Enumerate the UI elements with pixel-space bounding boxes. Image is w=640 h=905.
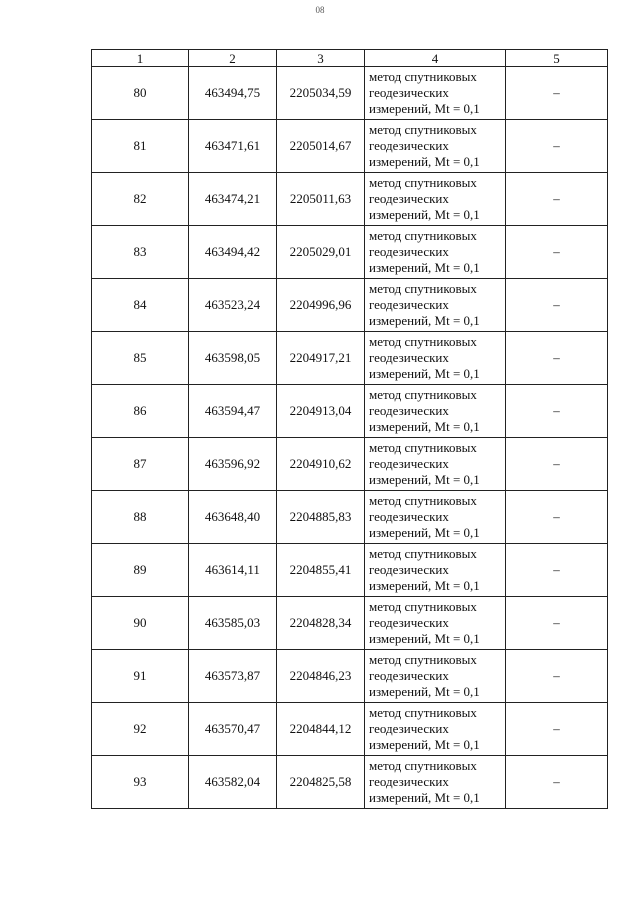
y-coordinate-cell: 2204844,12 bbox=[277, 703, 365, 756]
method-cell bbox=[365, 279, 506, 332]
method-text-line: геодезических bbox=[369, 191, 449, 206]
header-col-1: 1 bbox=[92, 50, 189, 67]
method-text-line: измерений, Mt = 0,1 bbox=[369, 366, 480, 381]
method-text-line: измерений, Mt = 0,1 bbox=[369, 472, 480, 487]
method-text-line: измерений, Mt = 0,1 bbox=[369, 631, 480, 646]
table-row bbox=[92, 226, 608, 279]
point-number-cell: 93 bbox=[92, 756, 189, 809]
method-cell bbox=[365, 385, 506, 438]
table-row bbox=[92, 756, 608, 809]
method-text-line: геодезических bbox=[369, 138, 449, 153]
method-cell bbox=[365, 226, 506, 279]
x-coordinate-cell: 463474,21 bbox=[189, 173, 277, 226]
point-number-cell: 83 bbox=[92, 226, 189, 279]
table-row bbox=[92, 703, 608, 756]
y-coordinate-cell: 2205029,01 bbox=[277, 226, 365, 279]
method-text-line: метод спутниковых bbox=[369, 281, 477, 296]
method-text-line: геодезических bbox=[369, 562, 449, 577]
y-coordinate-cell: 2204828,34 bbox=[277, 597, 365, 650]
point-number-cell: 92 bbox=[92, 703, 189, 756]
empty-value-cell: – bbox=[506, 544, 608, 597]
table-row bbox=[92, 650, 608, 703]
header-col-3: 3 bbox=[277, 50, 365, 67]
point-number-cell: 81 bbox=[92, 120, 189, 173]
table-row bbox=[92, 279, 608, 332]
method-text-line: измерений, Mt = 0,1 bbox=[369, 684, 480, 699]
y-coordinate-cell: 2204910,62 bbox=[277, 438, 365, 491]
y-coordinate-cell: 2204825,58 bbox=[277, 756, 365, 809]
page-number: 08 bbox=[315, 5, 325, 15]
method-text-line: измерений, Mt = 0,1 bbox=[369, 260, 480, 275]
method-text-line: измерений, Mt = 0,1 bbox=[369, 419, 480, 434]
table-row bbox=[92, 332, 608, 385]
empty-value-cell: – bbox=[506, 597, 608, 650]
method-text-line: метод спутниковых bbox=[369, 69, 477, 84]
x-coordinate-cell: 463598,05 bbox=[189, 332, 277, 385]
method-text-line: измерений, Mt = 0,1 bbox=[369, 207, 480, 222]
y-coordinate-cell: 2204885,83 bbox=[277, 491, 365, 544]
method-text-line: метод спутниковых bbox=[369, 758, 477, 773]
x-coordinate-cell: 463596,92 bbox=[189, 438, 277, 491]
table-row bbox=[92, 491, 608, 544]
method-text-line: метод спутниковых bbox=[369, 122, 477, 137]
method-text-line: метод спутниковых bbox=[369, 599, 477, 614]
method-text-line: геодезических bbox=[369, 244, 449, 259]
empty-value-cell: – bbox=[506, 332, 608, 385]
point-number-cell: 84 bbox=[92, 279, 189, 332]
empty-value-cell: – bbox=[506, 173, 608, 226]
point-number-cell: 87 bbox=[92, 438, 189, 491]
empty-value-cell: – bbox=[506, 650, 608, 703]
table-body bbox=[92, 67, 608, 809]
point-number-cell: 82 bbox=[92, 173, 189, 226]
point-number-cell: 90 bbox=[92, 597, 189, 650]
method-cell bbox=[365, 120, 506, 173]
method-text-line: геодезических bbox=[369, 615, 449, 630]
method-cell bbox=[365, 438, 506, 491]
method-cell bbox=[365, 703, 506, 756]
method-cell bbox=[365, 756, 506, 809]
table-row bbox=[92, 120, 608, 173]
method-text-line: измерений, Mt = 0,1 bbox=[369, 101, 480, 116]
point-number-cell: 80 bbox=[92, 67, 189, 120]
empty-value-cell: – bbox=[506, 703, 608, 756]
y-coordinate-cell: 2204846,23 bbox=[277, 650, 365, 703]
method-cell bbox=[365, 650, 506, 703]
y-coordinate-cell: 2205011,63 bbox=[277, 173, 365, 226]
method-text-line: метод спутниковых bbox=[369, 652, 477, 667]
y-coordinate-cell: 2205014,67 bbox=[277, 120, 365, 173]
point-number-cell: 86 bbox=[92, 385, 189, 438]
empty-value-cell: – bbox=[506, 438, 608, 491]
method-text-line: измерений, Mt = 0,1 bbox=[369, 525, 480, 540]
header-col-2: 2 bbox=[189, 50, 277, 67]
method-text-line: измерений, Mt = 0,1 bbox=[369, 578, 480, 593]
empty-value-cell: – bbox=[506, 756, 608, 809]
method-text-line: измерений, Mt = 0,1 bbox=[369, 737, 480, 752]
method-text-line: метод спутниковых bbox=[369, 175, 477, 190]
y-coordinate-cell: 2204855,41 bbox=[277, 544, 365, 597]
method-text-line: метод спутниковых bbox=[369, 440, 477, 455]
point-number-cell: 88 bbox=[92, 491, 189, 544]
method-text-line: геодезических bbox=[369, 350, 449, 365]
method-text-line: метод спутниковых bbox=[369, 546, 477, 561]
x-coordinate-cell: 463594,47 bbox=[189, 385, 277, 438]
x-coordinate-cell: 463573,87 bbox=[189, 650, 277, 703]
header-col-4: 4 bbox=[365, 50, 506, 67]
method-text-line: измерений, Mt = 0,1 bbox=[369, 790, 480, 805]
x-coordinate-cell: 463648,40 bbox=[189, 491, 277, 544]
header-col-5: 5 bbox=[506, 50, 608, 67]
method-text-line: геодезических bbox=[369, 721, 449, 736]
method-text-line: метод спутниковых bbox=[369, 228, 477, 243]
y-coordinate-cell: 2204996,96 bbox=[277, 279, 365, 332]
method-text-line: метод спутниковых bbox=[369, 334, 477, 349]
empty-value-cell: – bbox=[506, 120, 608, 173]
method-cell bbox=[365, 597, 506, 650]
method-cell bbox=[365, 173, 506, 226]
table-row bbox=[92, 544, 608, 597]
method-cell bbox=[365, 491, 506, 544]
table-row bbox=[92, 438, 608, 491]
empty-value-cell: – bbox=[506, 491, 608, 544]
y-coordinate-cell: 2205034,59 bbox=[277, 67, 365, 120]
table-row bbox=[92, 597, 608, 650]
method-text-line: метод спутниковых bbox=[369, 493, 477, 508]
method-text-line: метод спутниковых bbox=[369, 705, 477, 720]
empty-value-cell: – bbox=[506, 67, 608, 120]
method-text-line: геодезических bbox=[369, 509, 449, 524]
method-cell bbox=[365, 67, 506, 120]
point-number-cell: 85 bbox=[92, 332, 189, 385]
table-row bbox=[92, 67, 608, 120]
empty-value-cell: – bbox=[506, 385, 608, 438]
table-row bbox=[92, 385, 608, 438]
method-text-line: геодезических bbox=[369, 668, 449, 683]
x-coordinate-cell: 463570,47 bbox=[189, 703, 277, 756]
method-text-line: геодезических bbox=[369, 403, 449, 418]
method-text-line: метод спутниковых bbox=[369, 387, 477, 402]
x-coordinate-cell: 463471,61 bbox=[189, 120, 277, 173]
coordinates-table bbox=[91, 49, 608, 809]
method-cell bbox=[365, 544, 506, 597]
method-text-line: геодезических bbox=[369, 456, 449, 471]
x-coordinate-cell: 463494,75 bbox=[189, 67, 277, 120]
method-text-line: геодезических bbox=[369, 774, 449, 789]
x-coordinate-cell: 463582,04 bbox=[189, 756, 277, 809]
empty-value-cell: – bbox=[506, 226, 608, 279]
point-number-cell: 91 bbox=[92, 650, 189, 703]
point-number-cell: 89 bbox=[92, 544, 189, 597]
table-row bbox=[92, 173, 608, 226]
y-coordinate-cell: 2204917,21 bbox=[277, 332, 365, 385]
method-text-line: геодезических bbox=[369, 297, 449, 312]
method-text-line: геодезических bbox=[369, 85, 449, 100]
method-text-line: измерений, Mt = 0,1 bbox=[369, 154, 480, 169]
x-coordinate-cell: 463614,11 bbox=[189, 544, 277, 597]
x-coordinate-cell: 463523,24 bbox=[189, 279, 277, 332]
table-header-row bbox=[92, 50, 608, 67]
method-text-line: измерений, Mt = 0,1 bbox=[369, 313, 480, 328]
empty-value-cell: – bbox=[506, 279, 608, 332]
x-coordinate-cell: 463494,42 bbox=[189, 226, 277, 279]
x-coordinate-cell: 463585,03 bbox=[189, 597, 277, 650]
y-coordinate-cell: 2204913,04 bbox=[277, 385, 365, 438]
method-cell bbox=[365, 332, 506, 385]
